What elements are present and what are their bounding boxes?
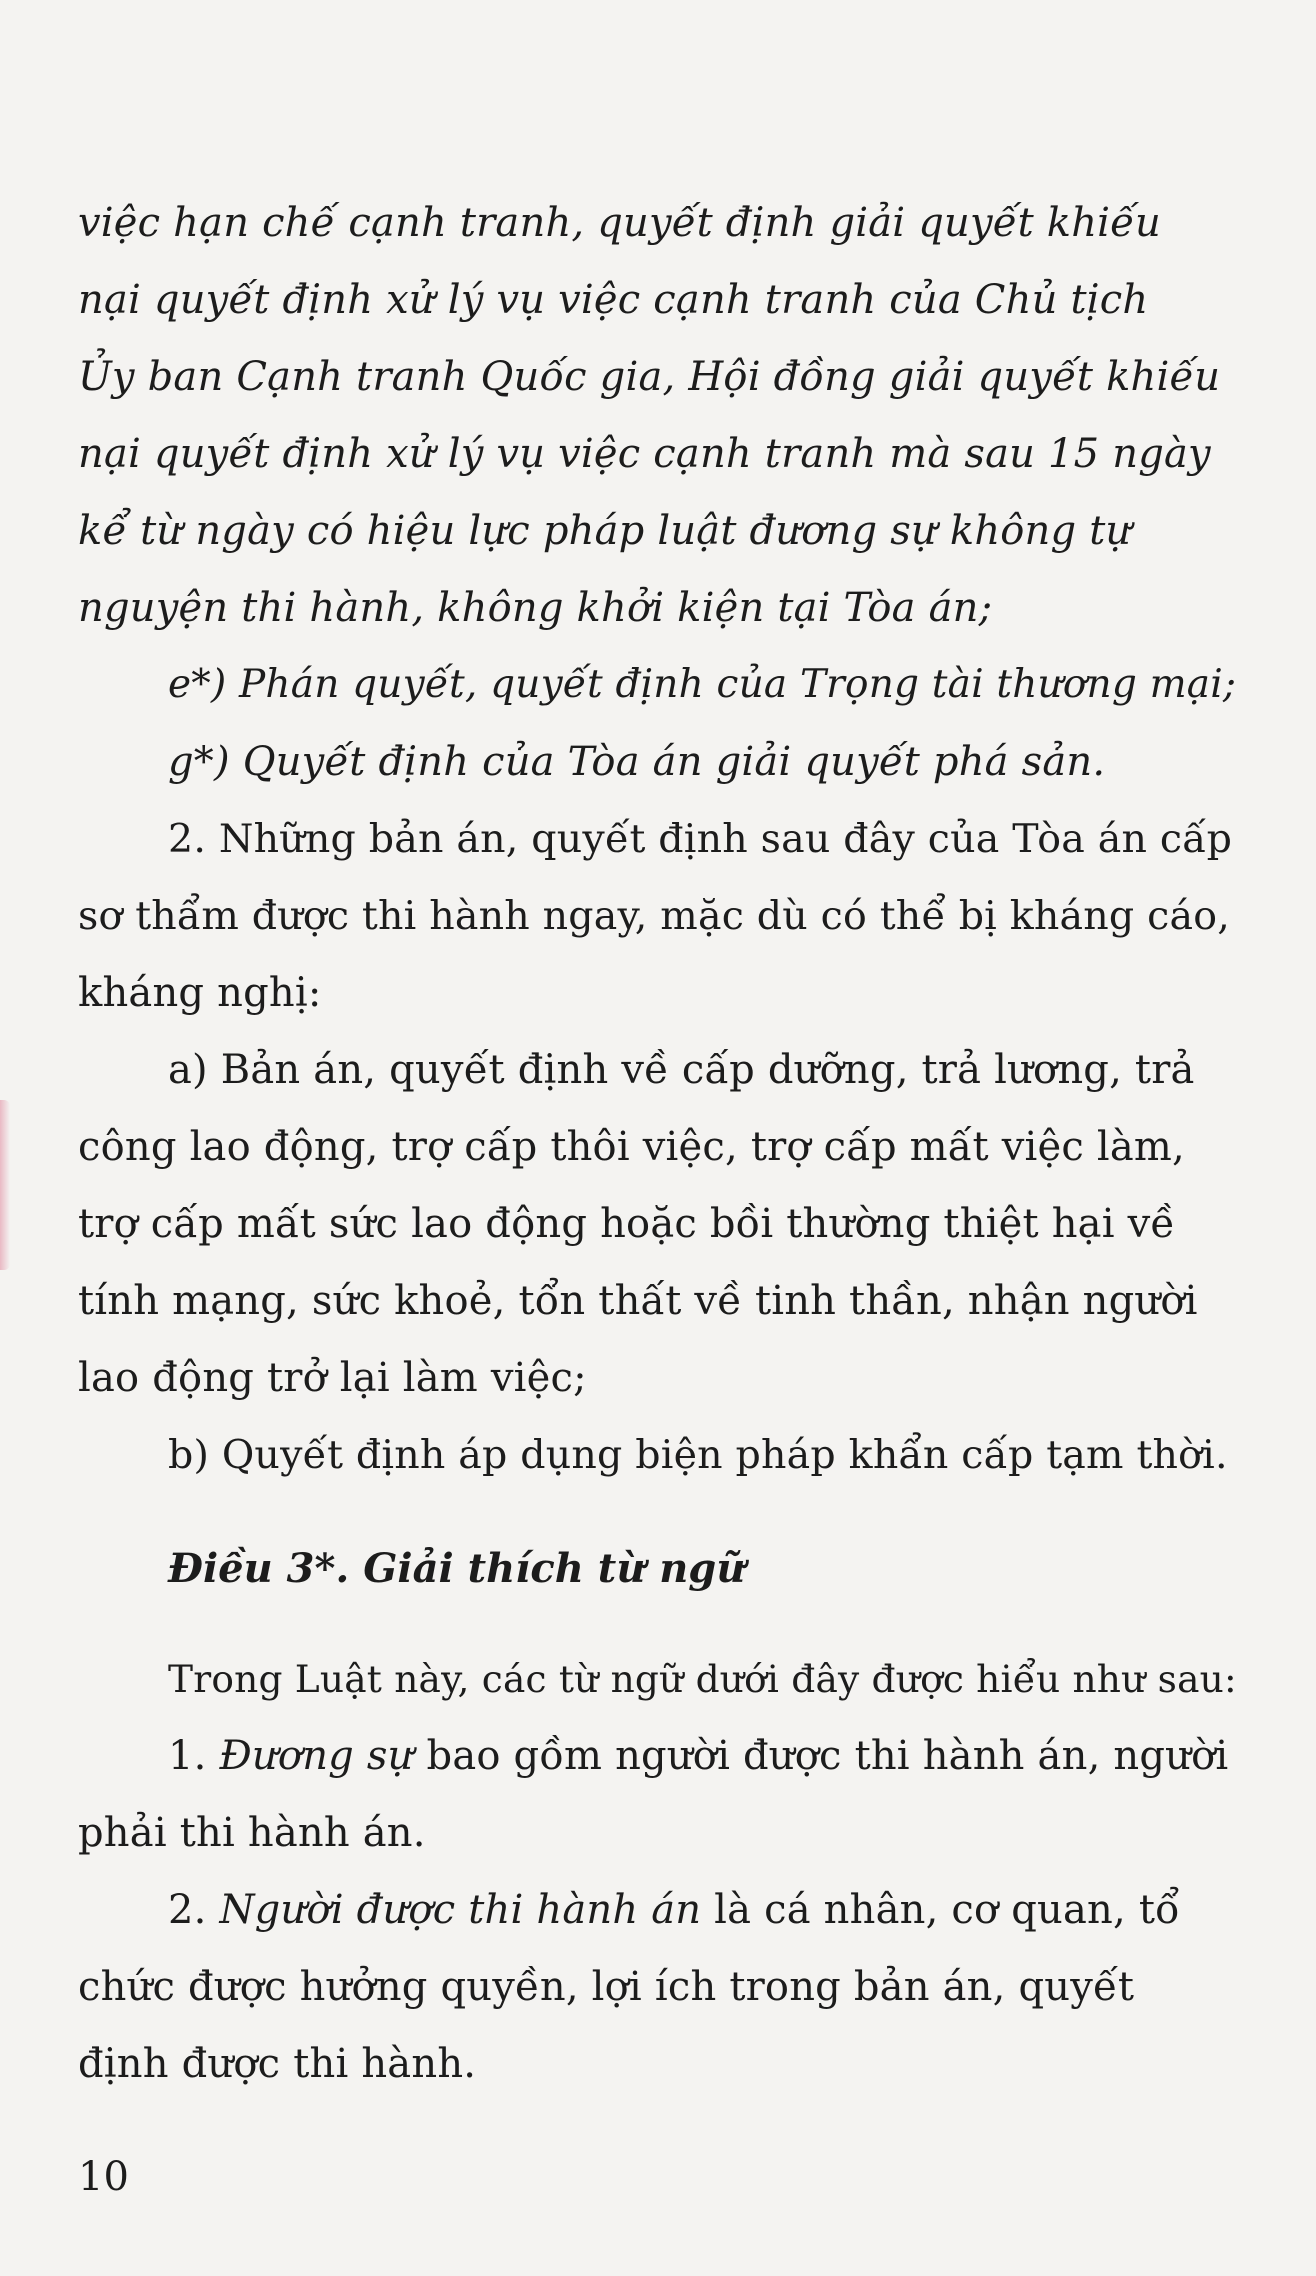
definition-number: 1.: [168, 1733, 220, 1779]
text-line: a) Bản án, quyết định về cấp dưỡng, trả lương, trả: [168, 1047, 1195, 1093]
text-line: kể từ ngày có hiệu lực pháp luật đương sự không tự: [78, 508, 1132, 554]
text-line: phải thi hành án.: [78, 1810, 426, 1856]
text-line: sơ thẩm được thi hành ngay, mặc dù có thể bị kháng cáo,: [78, 893, 1230, 939]
defined-term: Người được thi hành án: [219, 1887, 702, 1933]
article-heading: Điều 3*. Giải thích từ ngữ: [168, 1545, 746, 1592]
text-line: chức được hưởng quyền, lợi ích trong bản án, quyết: [78, 1964, 1135, 2010]
text-line: việc hạn chế cạnh tranh, quyết định giải quyết khiếu: [78, 200, 1161, 246]
text-line: g*) Quyết định của Tòa án giải quyết phá sản.: [168, 739, 1106, 785]
text-line: b) Quyết định áp dụng biện pháp khẩn cấp tạm thời.: [168, 1432, 1228, 1478]
text-line: nguyện thi hành, không khởi kiện tại Tòa án;: [78, 585, 993, 631]
definition-number: 2.: [168, 1887, 220, 1933]
definition-1: [168, 1729, 1228, 1783]
text-line: trợ cấp mất sức lao động hoặc bồi thường thiệt hại về: [78, 1201, 1176, 1247]
definition-text: bao gồm người được thi hành án, người: [413, 1733, 1229, 1779]
text-line: tính mạng, sức khoẻ, tổn thất về tinh thần, nhận người: [78, 1278, 1198, 1324]
text-line: công lao động, trợ cấp thôi việc, trợ cấp mất việc làm,: [78, 1124, 1185, 1170]
definition-text: là cá nhân, cơ quan, tổ: [701, 1887, 1180, 1933]
page-number: 10: [78, 2154, 129, 2200]
text-line: nại quyết định xử lý vụ việc cạnh tranh mà sau 15 ngày: [78, 431, 1211, 477]
text-line: lao động trở lại làm việc;: [78, 1355, 587, 1401]
text-line: định được thi hành.: [78, 2041, 477, 2087]
page-edge-mark: [0, 1100, 10, 1270]
text-line: 2. Những bản án, quyết định sau đây của Tòa án cấp: [168, 816, 1233, 862]
text-line: e*) Phán quyết, quyết định của Trọng tài thương mại;: [168, 662, 1237, 707]
defined-term: Đương sự: [219, 1733, 414, 1779]
definitions-intro: Trong Luật này, các từ ngữ dưới đây được hiểu như sau:: [168, 1657, 1237, 1701]
text-line: Ủy ban Cạnh tranh Quốc gia, Hội đồng giải quyết khiếu: [78, 354, 1221, 400]
definition-2: [168, 1883, 1180, 1937]
text-line: kháng nghị:: [78, 970, 322, 1016]
text-line: nại quyết định xử lý vụ việc cạnh tranh của Chủ tịch: [78, 277, 1149, 323]
